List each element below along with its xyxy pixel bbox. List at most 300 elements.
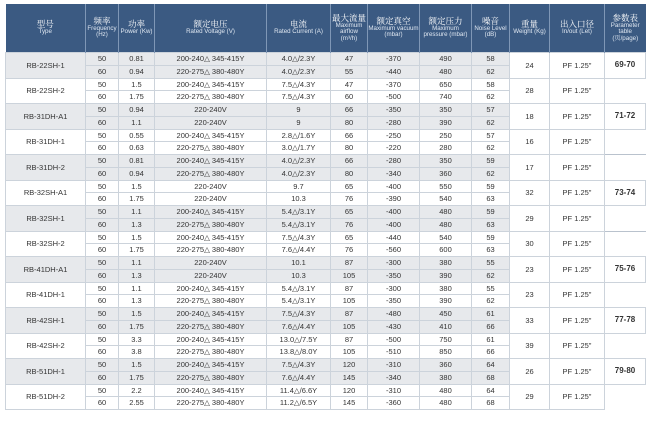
pressure-cell: 360 (420, 167, 472, 180)
vacuum-cell: -340 (368, 167, 420, 180)
noise-cell: 68 (472, 397, 510, 410)
model-group (6, 282, 646, 308)
frequency-cell: 50 (86, 129, 119, 142)
header-noise-level-zh: 噪音 (481, 16, 499, 27)
vacuum-cell: -280 (368, 155, 420, 168)
frequency-cell: 50 (86, 78, 119, 91)
noise-cell: 62 (472, 295, 510, 308)
model-group (6, 359, 646, 385)
vacuum-cell: -480 (368, 308, 420, 321)
airflow-cell: 55 (331, 65, 368, 78)
frequency-cell: 50 (86, 282, 119, 295)
pressure-cell: 540 (420, 231, 472, 244)
voltage-cell: 220-275△ 380-480Y (155, 65, 267, 78)
weight-cell: 26 (510, 359, 550, 385)
parameter-page-cell: 77-78 (605, 308, 646, 334)
pressure-cell: 600 (420, 244, 472, 257)
pressure-cell: 650 (420, 78, 472, 91)
vacuum-cell: -400 (368, 218, 420, 231)
noise-cell: 63 (472, 193, 510, 206)
parameter-page-cell: 73-74 (605, 180, 646, 206)
airflow-cell: 80 (331, 116, 368, 129)
current-cell: 7.6△/4.4Y (267, 371, 331, 384)
power-cell: 1.75 (119, 244, 155, 257)
current-cell: 7.5△/4.3Y (267, 91, 331, 104)
model-group (6, 308, 646, 334)
frequency-cell: 60 (86, 397, 119, 410)
model-type-cell: RB-31DH-2 (6, 155, 86, 181)
in-out-cell: PF 1.25" (550, 180, 605, 206)
frequency-cell: 60 (86, 320, 119, 333)
frequency-cell: 50 (86, 104, 119, 117)
in-out-cell: PF 1.25" (550, 129, 605, 155)
power-cell: 1.1 (119, 257, 155, 270)
model-group (6, 206, 646, 232)
airflow-cell: 80 (331, 167, 368, 180)
frequency-cell: 60 (86, 65, 119, 78)
header-parameter-table-en: Parameter table (页/page) (610, 21, 640, 42)
header-noise-level (472, 4, 510, 53)
voltage-cell: 200-240△ 345-415Y (155, 308, 267, 321)
header-rated-voltage (155, 4, 267, 53)
voltage-cell: 220-240V (155, 269, 267, 282)
parameter-page-cell: 69-70 (605, 53, 646, 79)
voltage-cell: 220-240V (155, 116, 267, 129)
voltage-cell: 220-275△ 380-480Y (155, 320, 267, 333)
frequency-cell: 60 (86, 116, 119, 129)
power-cell: 0.94 (119, 104, 155, 117)
pressure-cell: 480 (420, 218, 472, 231)
table-header (6, 4, 646, 53)
table-row (6, 282, 646, 295)
vacuum-cell: -560 (368, 244, 420, 257)
current-cell: 5.4△/3.1Y (267, 282, 331, 295)
model-type-cell: RB-31DH-A1 (6, 104, 86, 130)
in-out-cell: PF 1.25" (550, 257, 605, 283)
power-cell: 1.3 (119, 295, 155, 308)
header-in-out-zh: 出入口径 (559, 19, 594, 30)
vacuum-cell: -300 (368, 282, 420, 295)
vacuum-cell: -370 (368, 53, 420, 66)
in-out-cell: PF 1.25" (550, 308, 605, 334)
table-row (6, 180, 646, 193)
in-out-cell: PF 1.25" (550, 53, 605, 79)
current-cell: 3.0△/1.7Y (267, 142, 331, 155)
voltage-cell: 220-240V (155, 104, 267, 117)
pressure-cell: 850 (420, 346, 472, 359)
current-cell: 7.5△/4.3Y (267, 78, 331, 91)
frequency-cell: 50 (86, 206, 119, 219)
header-frequency-zh: 频率 (93, 16, 111, 27)
pressure-cell: 350 (420, 104, 472, 117)
pressure-cell: 740 (420, 91, 472, 104)
noise-cell: 66 (472, 320, 510, 333)
current-cell: 9 (267, 116, 331, 129)
voltage-cell: 220-240V (155, 193, 267, 206)
airflow-cell: 47 (331, 78, 368, 91)
in-out-cell: PF 1.25" (550, 104, 605, 130)
current-cell: 2.8△/1.6Y (267, 129, 331, 142)
parameter-page-cell: 79-80 (605, 359, 646, 385)
airflow-cell: 87 (331, 333, 368, 346)
power-cell: 1.5 (119, 308, 155, 321)
frequency-cell: 50 (86, 231, 119, 244)
weight-cell: 28 (510, 78, 550, 104)
pressure-cell: 540 (420, 193, 472, 206)
table-row (6, 53, 646, 66)
vacuum-cell: -310 (368, 359, 420, 372)
table-row (6, 308, 646, 321)
frequency-cell: 60 (86, 371, 119, 384)
header-rated-current-en: Rated Current (A) (274, 28, 323, 36)
noise-cell: 63 (472, 218, 510, 231)
voltage-cell: 200-240△ 345-415Y (155, 206, 267, 219)
voltage-cell: 220-275△ 380-480Y (155, 91, 267, 104)
airflow-cell: 76 (331, 244, 368, 257)
in-out-cell: PF 1.25" (550, 206, 605, 232)
model-type-cell: RB-51DH-2 (6, 384, 86, 410)
vacuum-cell: -430 (368, 320, 420, 333)
header-max-pressure-en: Maximum pressure (mbar) (423, 24, 468, 39)
header-max-vacuum-en: Maximum vacuum (mbar) (368, 24, 419, 39)
pressure-cell: 390 (420, 295, 472, 308)
vacuum-cell: -500 (368, 91, 420, 104)
parameter-page-cell: 71-72 (605, 104, 646, 130)
noise-cell: 59 (472, 155, 510, 168)
vacuum-cell: -440 (368, 65, 420, 78)
frequency-cell: 60 (86, 167, 119, 180)
weight-cell: 18 (510, 104, 550, 130)
power-cell: 1.5 (119, 180, 155, 193)
pressure-cell: 380 (420, 257, 472, 270)
airflow-cell: 87 (331, 308, 368, 321)
model-type-cell: RB-42SH-2 (6, 333, 86, 359)
voltage-cell: 220-240V (155, 180, 267, 193)
airflow-cell: 65 (331, 180, 368, 193)
header-noise-level-en: Noise Level (dB) (474, 24, 507, 39)
header-max-vacuum-zh: 额定真空 (376, 16, 411, 27)
airflow-cell: 105 (331, 346, 368, 359)
vacuum-cell: -510 (368, 346, 420, 359)
weight-cell: 16 (510, 129, 550, 155)
table-row (6, 359, 646, 372)
model-type-cell: RB-32SH-1 (6, 206, 86, 232)
header-max-pressure-zh: 额定压力 (428, 16, 463, 27)
header-frequency-en: Frequency (Hz) (87, 24, 117, 39)
table-row (6, 129, 646, 142)
header-max-pressure (420, 4, 472, 53)
header-frequency (86, 4, 119, 53)
header-type-en: Type (38, 28, 52, 36)
pressure-cell: 350 (420, 155, 472, 168)
pressure-cell: 480 (420, 206, 472, 219)
current-cell: 9.7 (267, 180, 331, 193)
power-cell: 3.3 (119, 333, 155, 346)
noise-cell: 62 (472, 142, 510, 155)
model-type-cell: RB-41DH-1 (6, 282, 86, 308)
noise-cell: 58 (472, 53, 510, 66)
power-cell: 1.5 (119, 78, 155, 91)
current-cell: 7.5△/4.3Y (267, 231, 331, 244)
model-type-cell: RB-42SH-1 (6, 308, 86, 334)
spec-table (5, 4, 646, 410)
header-parameter-table (605, 4, 646, 53)
noise-cell: 61 (472, 308, 510, 321)
power-cell: 1.75 (119, 193, 155, 206)
airflow-cell: 145 (331, 397, 368, 410)
current-cell: 7.6△/4.4Y (267, 244, 331, 257)
in-out-cell: PF 1.25" (550, 231, 605, 257)
pressure-cell: 750 (420, 333, 472, 346)
noise-cell: 57 (472, 129, 510, 142)
vacuum-cell: -360 (368, 397, 420, 410)
airflow-cell: 87 (331, 257, 368, 270)
noise-cell: 64 (472, 359, 510, 372)
power-cell: 1.5 (119, 359, 155, 372)
power-cell: 0.94 (119, 167, 155, 180)
weight-cell: 29 (510, 206, 550, 232)
vacuum-cell: -310 (368, 384, 420, 397)
weight-cell: 32 (510, 180, 550, 206)
current-cell: 7.5△/4.3Y (267, 308, 331, 321)
airflow-cell: 65 (331, 231, 368, 244)
header-type-zh: 型号 (36, 19, 54, 30)
header-max-vacuum (368, 4, 420, 53)
power-cell: 1.1 (119, 282, 155, 295)
header-rated-voltage-en: Rated Voltage (V) (186, 28, 235, 36)
current-cell: 5.4△/3.1Y (267, 218, 331, 231)
noise-cell: 64 (472, 384, 510, 397)
vacuum-cell: -300 (368, 257, 420, 270)
airflow-cell: 60 (331, 91, 368, 104)
voltage-cell: 200-240△ 345-415Y (155, 333, 267, 346)
weight-cell: 17 (510, 155, 550, 181)
pressure-cell: 480 (420, 397, 472, 410)
model-group (6, 257, 646, 283)
weight-cell: 29 (510, 384, 550, 410)
frequency-cell: 60 (86, 295, 119, 308)
weight-cell: 23 (510, 282, 550, 308)
pressure-cell: 390 (420, 116, 472, 129)
header-power-en: Power (Kw) (120, 28, 153, 36)
header-max-airflow-en: Maximum airflow (m³/h) (335, 21, 363, 42)
power-cell: 0.55 (119, 129, 155, 142)
airflow-cell: 76 (331, 193, 368, 206)
frequency-cell: 60 (86, 244, 119, 257)
voltage-cell: 220-275△ 380-480Y (155, 346, 267, 359)
airflow-cell: 145 (331, 371, 368, 384)
airflow-cell: 76 (331, 218, 368, 231)
current-cell: 4.0△/2.3Y (267, 65, 331, 78)
noise-cell: 57 (472, 104, 510, 117)
pressure-cell: 450 (420, 308, 472, 321)
pressure-cell: 490 (420, 53, 472, 66)
frequency-cell: 60 (86, 193, 119, 206)
power-cell: 2.2 (119, 384, 155, 397)
power-cell: 3.8 (119, 346, 155, 359)
vacuum-cell: -350 (368, 104, 420, 117)
voltage-cell: 200-240△ 345-415Y (155, 53, 267, 66)
noise-cell: 63 (472, 244, 510, 257)
frequency-cell: 50 (86, 257, 119, 270)
in-out-cell: PF 1.25" (550, 359, 605, 385)
voltage-cell: 200-240△ 345-415Y (155, 155, 267, 168)
in-out-cell: PF 1.25" (550, 78, 605, 104)
pressure-cell: 380 (420, 371, 472, 384)
model-type-cell: RB-22SH-2 (6, 78, 86, 104)
vacuum-cell: -350 (368, 295, 420, 308)
voltage-cell: 220-275△ 380-480Y (155, 142, 267, 155)
vacuum-cell: -400 (368, 206, 420, 219)
table-row (6, 257, 646, 270)
noise-cell: 61 (472, 333, 510, 346)
noise-cell: 59 (472, 206, 510, 219)
model-type-cell: RB-41DH-A1 (6, 257, 86, 283)
frequency-cell: 50 (86, 180, 119, 193)
model-group (6, 78, 646, 104)
weight-cell: 39 (510, 333, 550, 359)
model-group (6, 104, 646, 130)
weight-cell: 30 (510, 231, 550, 257)
parameter-page-cell: 75-76 (605, 257, 646, 283)
current-cell: 9 (267, 104, 331, 117)
airflow-cell: 87 (331, 282, 368, 295)
power-cell: 1.1 (119, 206, 155, 219)
voltage-cell: 220-275△ 380-480Y (155, 244, 267, 257)
vacuum-cell: -440 (368, 231, 420, 244)
airflow-cell: 65 (331, 206, 368, 219)
current-cell: 4.0△/2.3Y (267, 155, 331, 168)
frequency-cell: 60 (86, 91, 119, 104)
noise-cell: 59 (472, 180, 510, 193)
pressure-cell: 550 (420, 180, 472, 193)
voltage-cell: 200-240△ 345-415Y (155, 282, 267, 295)
pressure-cell: 380 (420, 282, 472, 295)
power-cell: 0.81 (119, 155, 155, 168)
current-cell: 7.5△/4.3Y (267, 359, 331, 372)
voltage-cell: 220-275△ 380-480Y (155, 218, 267, 231)
table-row (6, 384, 646, 397)
vacuum-cell: -390 (368, 193, 420, 206)
voltage-cell: 200-240△ 345-415Y (155, 384, 267, 397)
frequency-cell: 60 (86, 346, 119, 359)
airflow-cell: 80 (331, 142, 368, 155)
pressure-cell: 390 (420, 269, 472, 282)
vacuum-cell: -250 (368, 129, 420, 142)
power-cell: 0.81 (119, 53, 155, 66)
voltage-cell: 220-275△ 380-480Y (155, 295, 267, 308)
voltage-cell: 200-240△ 345-415Y (155, 78, 267, 91)
table-row (6, 78, 646, 91)
header-power (119, 4, 155, 53)
header-rated-current-zh: 电流 (289, 19, 307, 30)
model-group (6, 384, 646, 410)
table-row (6, 333, 646, 346)
pressure-cell: 360 (420, 359, 472, 372)
frequency-cell: 60 (86, 218, 119, 231)
noise-cell: 55 (472, 282, 510, 295)
current-cell: 10.3 (267, 269, 331, 282)
pressure-cell: 280 (420, 142, 472, 155)
frequency-cell: 50 (86, 53, 119, 66)
airflow-cell: 66 (331, 155, 368, 168)
pressure-cell: 250 (420, 129, 472, 142)
pressure-cell: 480 (420, 65, 472, 78)
header-in-out-en: In/out (Let) (562, 28, 592, 36)
voltage-cell: 200-240△ 345-415Y (155, 231, 267, 244)
power-cell: 1.75 (119, 91, 155, 104)
vacuum-cell: -220 (368, 142, 420, 155)
model-type-cell: RB-51DH-1 (6, 359, 86, 385)
power-cell: 1.75 (119, 371, 155, 384)
in-out-cell: PF 1.25" (550, 282, 605, 308)
airflow-cell: 47 (331, 53, 368, 66)
airflow-cell: 66 (331, 129, 368, 142)
noise-cell: 58 (472, 78, 510, 91)
power-cell: 1.3 (119, 269, 155, 282)
model-type-cell: RB-32SH-2 (6, 231, 86, 257)
table-row (6, 206, 646, 219)
noise-cell: 59 (472, 231, 510, 244)
vacuum-cell: -280 (368, 116, 420, 129)
frequency-cell: 60 (86, 269, 119, 282)
voltage-cell: 200-240△ 345-415Y (155, 129, 267, 142)
frequency-cell: 50 (86, 359, 119, 372)
in-out-cell: PF 1.25" (550, 155, 605, 181)
airflow-cell: 120 (331, 384, 368, 397)
current-cell: 13.8△/8.0Y (267, 346, 331, 359)
current-cell: 10.1 (267, 257, 331, 270)
airflow-cell: 105 (331, 269, 368, 282)
noise-cell: 55 (472, 257, 510, 270)
current-cell: 13.0△/7.5Y (267, 333, 331, 346)
current-cell: 10.3 (267, 193, 331, 206)
airflow-cell: 105 (331, 295, 368, 308)
model-group (6, 155, 646, 181)
pressure-cell: 410 (420, 320, 472, 333)
noise-cell: 62 (472, 65, 510, 78)
frequency-cell: 50 (86, 308, 119, 321)
model-type-cell: RB-31DH-1 (6, 129, 86, 155)
table-row (6, 231, 646, 244)
noise-cell: 62 (472, 167, 510, 180)
noise-cell: 62 (472, 269, 510, 282)
voltage-cell: 220-275△ 380-480Y (155, 371, 267, 384)
current-cell: 11.2△/6.5Y (267, 397, 331, 410)
frequency-cell: 50 (86, 155, 119, 168)
current-cell: 11.4△/6.6Y (267, 384, 331, 397)
noise-cell: 62 (472, 116, 510, 129)
model-type-cell: RB-32SH-A1 (6, 180, 86, 206)
noise-cell: 62 (472, 91, 510, 104)
voltage-cell: 220-275△ 380-480Y (155, 167, 267, 180)
header-weight-zh: 重量 (520, 19, 538, 30)
voltage-cell: 200-240△ 345-415Y (155, 359, 267, 372)
header-in-out (550, 4, 605, 53)
voltage-cell: 220-240V (155, 257, 267, 270)
header-power-zh: 功率 (127, 19, 145, 30)
noise-cell: 66 (472, 346, 510, 359)
voltage-cell: 220-275△ 380-480Y (155, 397, 267, 410)
header-weight-en: Weight (Kg) (513, 28, 546, 36)
model-group (6, 53, 646, 79)
frequency-cell: 50 (86, 384, 119, 397)
weight-cell: 33 (510, 308, 550, 334)
frequency-cell: 60 (86, 142, 119, 155)
header-weight (510, 4, 550, 53)
pressure-cell: 480 (420, 384, 472, 397)
header-type (6, 4, 86, 53)
